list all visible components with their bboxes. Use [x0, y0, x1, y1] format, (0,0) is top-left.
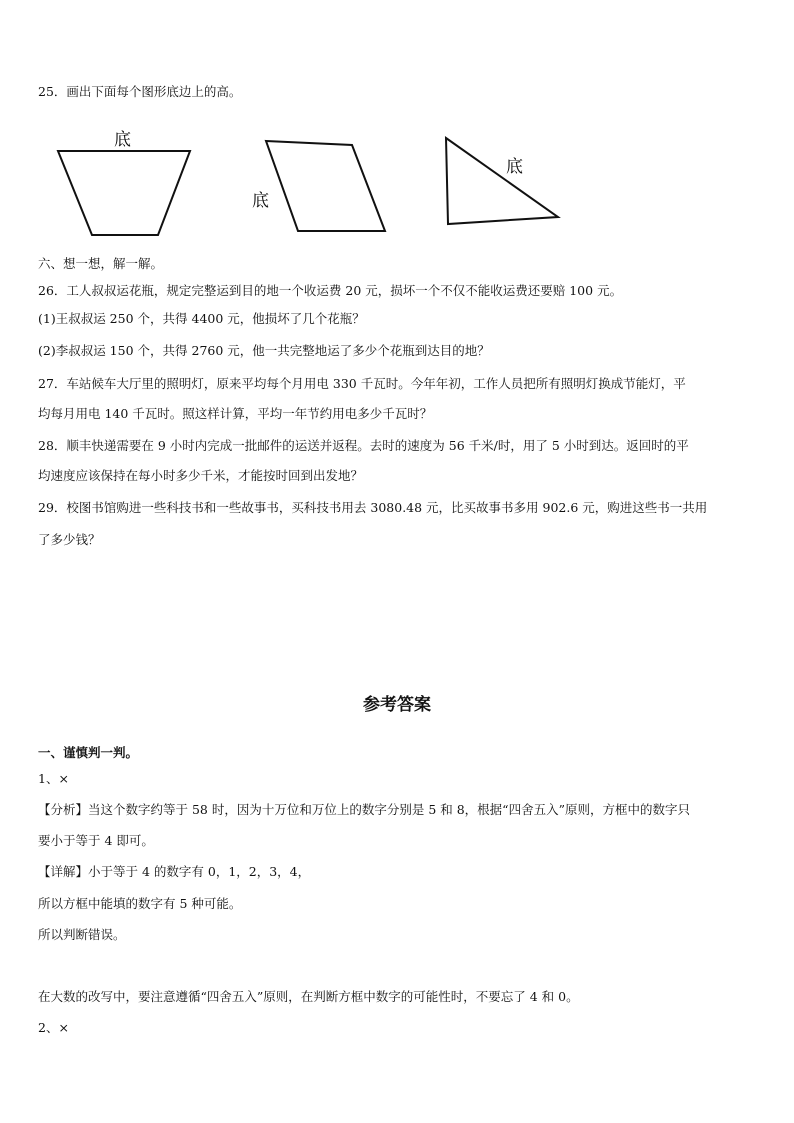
answer-1-analysis-line-2: 要小于等于 4 即可。: [38, 833, 154, 848]
answer-1-judgement: 所以判断错误。: [38, 927, 126, 942]
answer-1-conclusion: 所以方框中能填的数字有 5 种可能。: [38, 896, 242, 911]
question-28-line-2: 均速度应该保持在每小时多少千米，才能按时回到出发地？: [38, 468, 364, 483]
parallelogram-base-label: 底: [252, 191, 269, 211]
section-6-heading: 六、想一想，解一解。: [38, 256, 164, 271]
answer-1-analysis-line-1: 【分析】当这个数字约等于 58 时，因为十万位和万位上的数字分别是 5 和 8，根据“四舍五入”原则，方框中的数字只: [38, 802, 690, 817]
question-28-line-1: 28．顺丰快递需要在 9 小时内完成一批邮件的运送并返程。去时的速度为 56 千米/时，用了 5 小时到达。返回时的平: [38, 438, 689, 453]
answer-1-note: 在大数的改写中，要注意遵循“四舍五入”原则，在判断方框中数字的可能性时，不要忘了 4 和 0。: [38, 989, 579, 1004]
triangle-shape: [446, 138, 558, 224]
parallelogram-shape: [266, 141, 385, 231]
trapezoid-base-label: 底: [114, 130, 131, 150]
question-26: 26．工人叔叔运花瓶，规定完整运到目的地一个收运费 20 元，损坏一个不仅不能收运费还要赔 100 元。: [38, 283, 623, 298]
trapezoid-shape: [58, 151, 190, 235]
answer-2-label: 2、×: [38, 1020, 69, 1035]
answer-1-label: 1、×: [38, 771, 69, 786]
question-26-part-2: (2)李叔叔运 150 个，共得 2760 元，他一共完整地运了多少个花瓶到达目的地？: [38, 343, 490, 358]
answers-section-1-heading: 一、谨慎判一判。: [38, 745, 139, 760]
question-29-line-1: 29．校图书馆购进一些科技书和一些故事书，买科技书用去 3080.48 元，比买故事书多用 902.6 元，购进这些书一共用: [38, 500, 708, 515]
figures: [0, 120, 794, 240]
question-27-line-1: 27．车站候车大厅里的照明灯，原来平均每个月用电 330 千瓦时。今年年初，工作人员把所有照明灯换成节能灯，平: [38, 376, 686, 391]
question-26-part-1: (1)王叔叔运 250 个，共得 4400 元，他损坏了几个花瓶？: [38, 311, 365, 326]
question-25: 25．画出下面每个图形底边上的高。: [38, 84, 242, 99]
question-27-line-2: 均每月用电 140 千瓦时。照这样计算，平均一年节约用电多少千瓦时？: [38, 406, 433, 421]
triangle-base-label: 底: [506, 157, 523, 177]
question-29-line-2: 了多少钱？: [38, 532, 101, 547]
answers-title: 参考答案: [363, 695, 431, 715]
answer-1-detail: 【详解】小于等于 4 的数字有 0，1，2，3，4，: [38, 864, 311, 879]
